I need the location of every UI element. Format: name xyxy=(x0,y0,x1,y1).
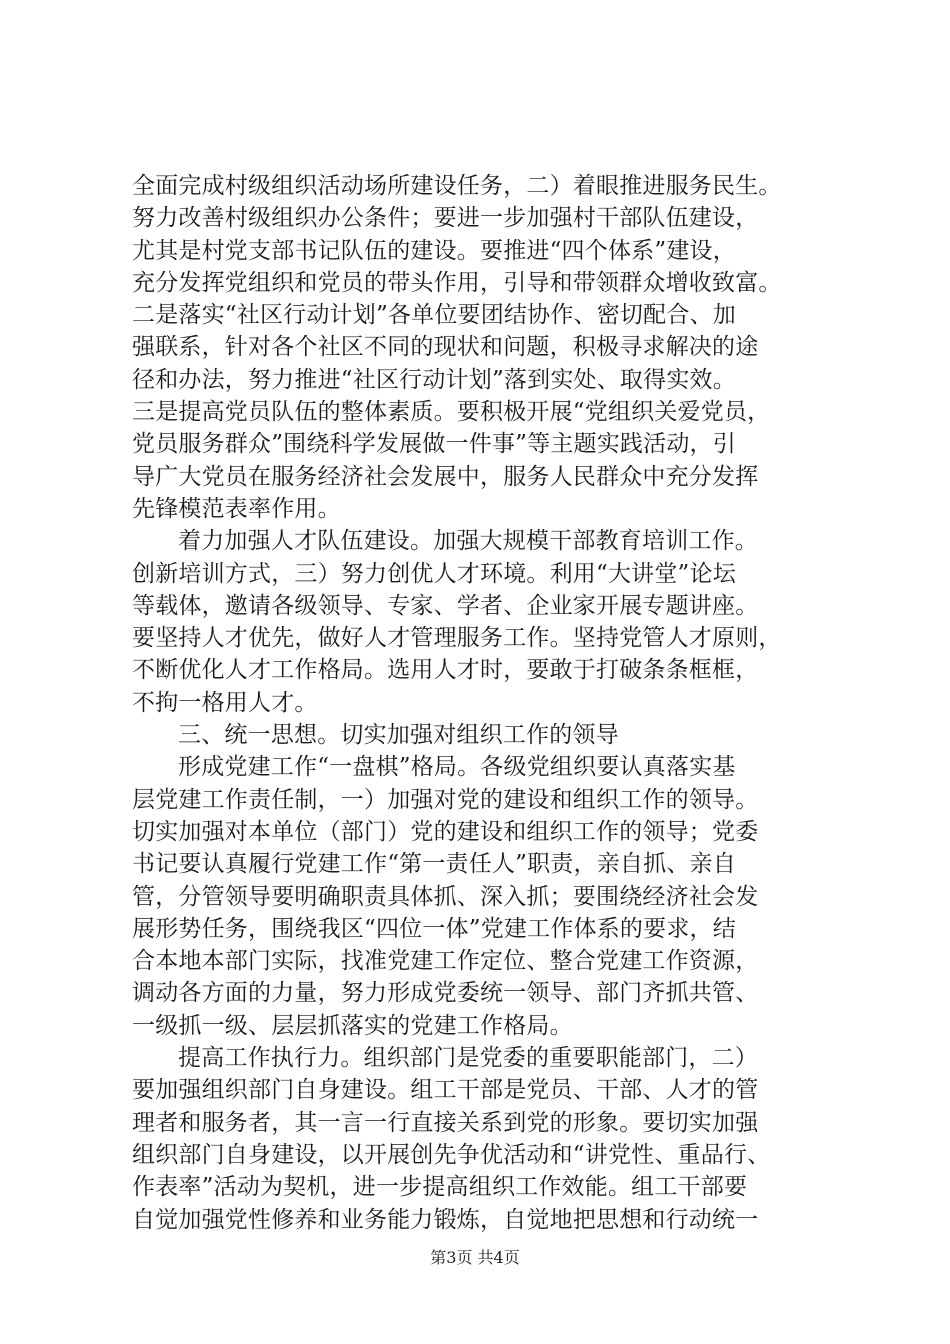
text-line: 先锋模范表率作用。 xyxy=(132,495,341,522)
text-line: 二是落实“社区行动计划”各单位要团结协作、密切配合、加 xyxy=(132,302,736,329)
page-number-label: 第3页 共4页 xyxy=(430,1248,520,1267)
text-line: 尤其是村党支部书记队伍的建设。要推进“四个体系”建设， xyxy=(132,237,736,264)
text-line: 切实加强对本单位（部门）党的建设和组织工作的领导；党委 xyxy=(132,818,759,845)
text-line: 作表率”活动为契机，进一步提高组织工作效能。组工干部要 xyxy=(132,1174,748,1201)
text-line: 全面完成村级组织活动场所建设任务，二）着眼推进服务民生。 xyxy=(132,173,782,199)
text-line: 充分发挥党组织和党员的带头作用，引导和带领群众增收致富。 xyxy=(132,269,782,296)
text-line: 调动各方面的力量，努力形成党委统一领导、部门齐抓共管、 xyxy=(132,980,759,1007)
text-line: 层党建工作责任制，一）加强对党的建设和组织工作的领导。 xyxy=(132,786,759,813)
text-line: 不拘一格用人才。 xyxy=(132,689,318,716)
text-line: 导广大党员在服务经济社会发展中，服务人民群众中充分发挥 xyxy=(132,463,759,490)
text-line: 努力改善村级组织办公条件；要进一步加强村干部队伍建设， xyxy=(132,205,759,232)
page-footer xyxy=(0,1245,950,1268)
text-line: 合本地本部门实际，找准党建工作定位、整合党建工作资源， xyxy=(132,948,759,975)
text-line: 形成党建工作“一盘棋”格局。各级党组织要认真落实基 xyxy=(178,754,736,781)
text-line: 三、统一思想。切实加强对组织工作的领导 xyxy=(178,722,619,749)
text-line: 要坚持人才优先，做好人才管理服务工作。坚持党管人才原则， xyxy=(132,625,782,652)
text-line: 提高工作执行力。组织部门是党委的重要职能部门，二） xyxy=(178,1045,758,1072)
document-body xyxy=(132,170,822,1236)
text-line: 创新培训方式，三）努力创优人才环境。利用“大讲堂”论坛 xyxy=(132,560,736,587)
text-line: 径和办法，努力推进“社区行动计划”落到实处、取得实效。 xyxy=(132,366,736,393)
text-line: 不断优化人才工作格局。选用人才时，要敢于打破条条框框， xyxy=(132,657,759,684)
text-line: 理者和服务者，其一言一行直接关系到党的形象。要切实加强 xyxy=(132,1109,759,1136)
text-line: 等载体，邀请各级领导、专家、学者、企业家开展专题讲座。 xyxy=(132,592,759,619)
text-line: 组织部门自身建设，以开展创先争优活动和“讲党性、重品行、 xyxy=(132,1141,771,1168)
text-line: 要加强组织部门自身建设。组工干部是党员、干部、人才的管 xyxy=(132,1077,759,1104)
text-line: 党员服务群众”围绕科学发展做一件事”等主题实践活动，引 xyxy=(132,431,736,458)
text-line: 展形势任务，围绕我区“四位一体”党建工作体系的要求，结 xyxy=(132,915,736,942)
text-line: 管，分管领导要明确职责具体抓、深入抓；要围绕经济社会发 xyxy=(132,883,759,910)
text-line: 一级抓一级、层层抓落实的党建工作格局。 xyxy=(132,1012,573,1039)
text-line: 书记要认真履行党建工作“第一责任人”职责，亲自抓、亲自 xyxy=(132,851,736,878)
text-line: 着力加强人才队伍建设。加强大规模干部教育培训工作。 xyxy=(178,528,758,555)
text-line: 强联系，针对各个社区不同的现状和问题，积极寻求解决的途 xyxy=(132,334,759,361)
text-line: 自觉加强党性修养和业务能力锻炼，自觉地把思想和行动统一 xyxy=(132,1206,759,1233)
text-line: 三是提高党员队伍的整体素质。要积极开展“党组织关爱党员， xyxy=(132,399,771,426)
